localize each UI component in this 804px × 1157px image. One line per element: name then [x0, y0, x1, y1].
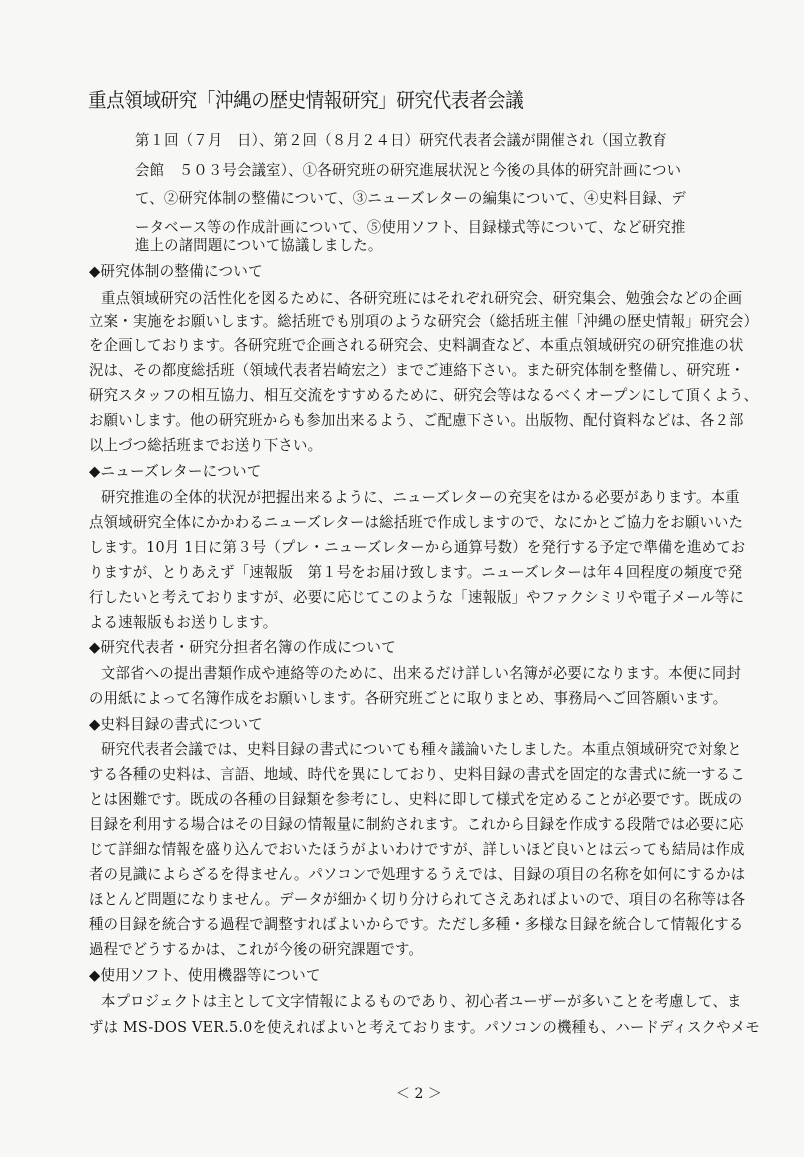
section-heading-catalog-format: ◆史料目録の書式について: [89, 716, 263, 733]
section4-line-3: とは困難です。既成の各種の目録類を参考にし、史料に即して様式を定めることが必要です。既成の: [89, 791, 743, 808]
section4-line-4: 目録を利用する場合はその目録の情報量に制約されます。これから目録を作成する段階では必要に応: [89, 816, 744, 833]
intro-line-2: 会館 ５０３号会議室）、①各研究班の研究進展状況と今後の具体的研究計画につい: [135, 162, 682, 179]
section1-line-1: 重点領域研究の活性化を図るために、各研究班にはそれぞれ研究会、研究集会、勉強会などの企画: [101, 290, 743, 307]
section2-line-1: 研究推進の全体的状況が把握出来るように、ニューズレターの充実をはかる必要があります。本重: [101, 489, 740, 506]
section3-line-2: の用紙によって名簿作成をお願いします。各研究班ごとに取りまとめ、事務局へご回答願います。: [89, 690, 728, 707]
section2-line-6: よる速報版もお送りします。: [89, 614, 278, 631]
section-heading-directory: ◆研究代表者・研究分担者名簿の作成について: [89, 639, 397, 656]
section4-line-7: ほとんど問題になりません。データが細かく切り分けられてさえあればよいので、項目の名称等は各: [89, 891, 746, 908]
section1-line-7: 以上づつ総括班までお送り下さい。: [89, 437, 323, 454]
section3-line-1: 文部省への提出書類作成や連絡等のために、出来るだけ詳しい名簿が必要になります。本便に同封: [101, 665, 742, 682]
intro-line-4: ータベース等の作成計画について、⑤使用ソフト、目録様式等について、など研究推: [135, 219, 686, 236]
section4-line-6: 者の見識によらざるを得ません。パソコンで処理するうえでは、目録の項目の名称を如何にするかは: [89, 866, 746, 883]
section1-line-6: お願いします。他の研究班からも参加出来るよう、ご配慮下さい。出版物、配付資料などは、各２部: [89, 412, 744, 429]
section-heading-software: ◆使用ソフト、使用機器等について: [89, 967, 321, 984]
section4-line-9: 過程でどうするかは、これが今後の研究課題です。: [89, 941, 424, 958]
section2-line-2: 点領域研究全体にかかわるニューズレターは総括班で作成しますので、なにかとご協力をお願いいた: [89, 514, 744, 531]
section5-line-1: 本プロジェクトは主として文字情報によるものであり、初心者ユーザーが多いことを考慮して、ま: [101, 993, 742, 1010]
document-title: 重点領域研究「沖縄の歴史情報研究」研究代表者会議: [88, 88, 524, 112]
section-heading-research-structure: ◆研究体制の整備について: [89, 263, 263, 280]
intro-line-5: 進上の諸問題について協議しました。: [135, 237, 383, 254]
section1-line-2: 立案・実施をお願いします。総括班でも別項のような研究会（総括班主催「沖縄の歴史情報」研究会）: [89, 313, 759, 330]
section1-line-5: 研究スタッフの相互協力、相互交流をすすめるために、研究会等はなるべくオープンにして頂くよう、: [89, 387, 759, 404]
section4-line-5: じて詳細な情報を盛り込んでおいたほうがよいわけですが、詳しいほど良いとは云っても結局は作成: [89, 841, 745, 858]
section-heading-newsletter: ◆ニューズレターについて: [89, 463, 262, 480]
section2-line-4: りますが、とりあえず「速報版 第１号をお届け致します。ニューズレターは年４回程度の頻度で発: [89, 564, 743, 581]
page-number: ＜ 2 ＞: [396, 1086, 442, 1102]
section5-line-2: ずは MS-DOS VER.5.0を使えればよいと考えております。パソコンの機種も、ハードディスクやメモ: [89, 1019, 760, 1036]
section2-line-3: します。10月 1日に第３号（プレ・ニューズレターから通算号数）を発行する予定で準備を進めてお: [89, 539, 746, 556]
section1-line-3: を企画しております。各研究班で企画される研究会、史料調査など、本重点領域研究の研究推進の状: [89, 337, 744, 354]
intro-line-3: て、②研究体制の整備について、③ニューズレターの編集について、④史料目録、デ: [135, 190, 687, 207]
section2-line-5: 行したいと考えておりますが、必要に応じてこのような「速報版」やファクシミリや電子メール等に: [89, 589, 745, 606]
section1-line-4: 況は、その都度総括班（領域代表者岩崎宏之）までご連絡下さい。また研究体制を整備し、研究班・: [89, 362, 745, 379]
section4-line-1: 研究代表者会議では、史料目録の書式についても種々議論いたしました。本重点領域研究で対象と: [101, 741, 742, 758]
section4-line-8: 種の目録を統合する過程で調整すればよいからです。ただし多種・多様な目録を統合して情報化する: [89, 916, 744, 933]
intro-line-1: 第１回（７月 日）、第２回（８月２４日）研究代表者会議が開催され（国立教育: [135, 132, 667, 149]
section4-line-2: する各種の史料は、言語、地域、時代を異にしており、史料目録の書式を固定的な書式に統一するこ: [89, 766, 745, 783]
